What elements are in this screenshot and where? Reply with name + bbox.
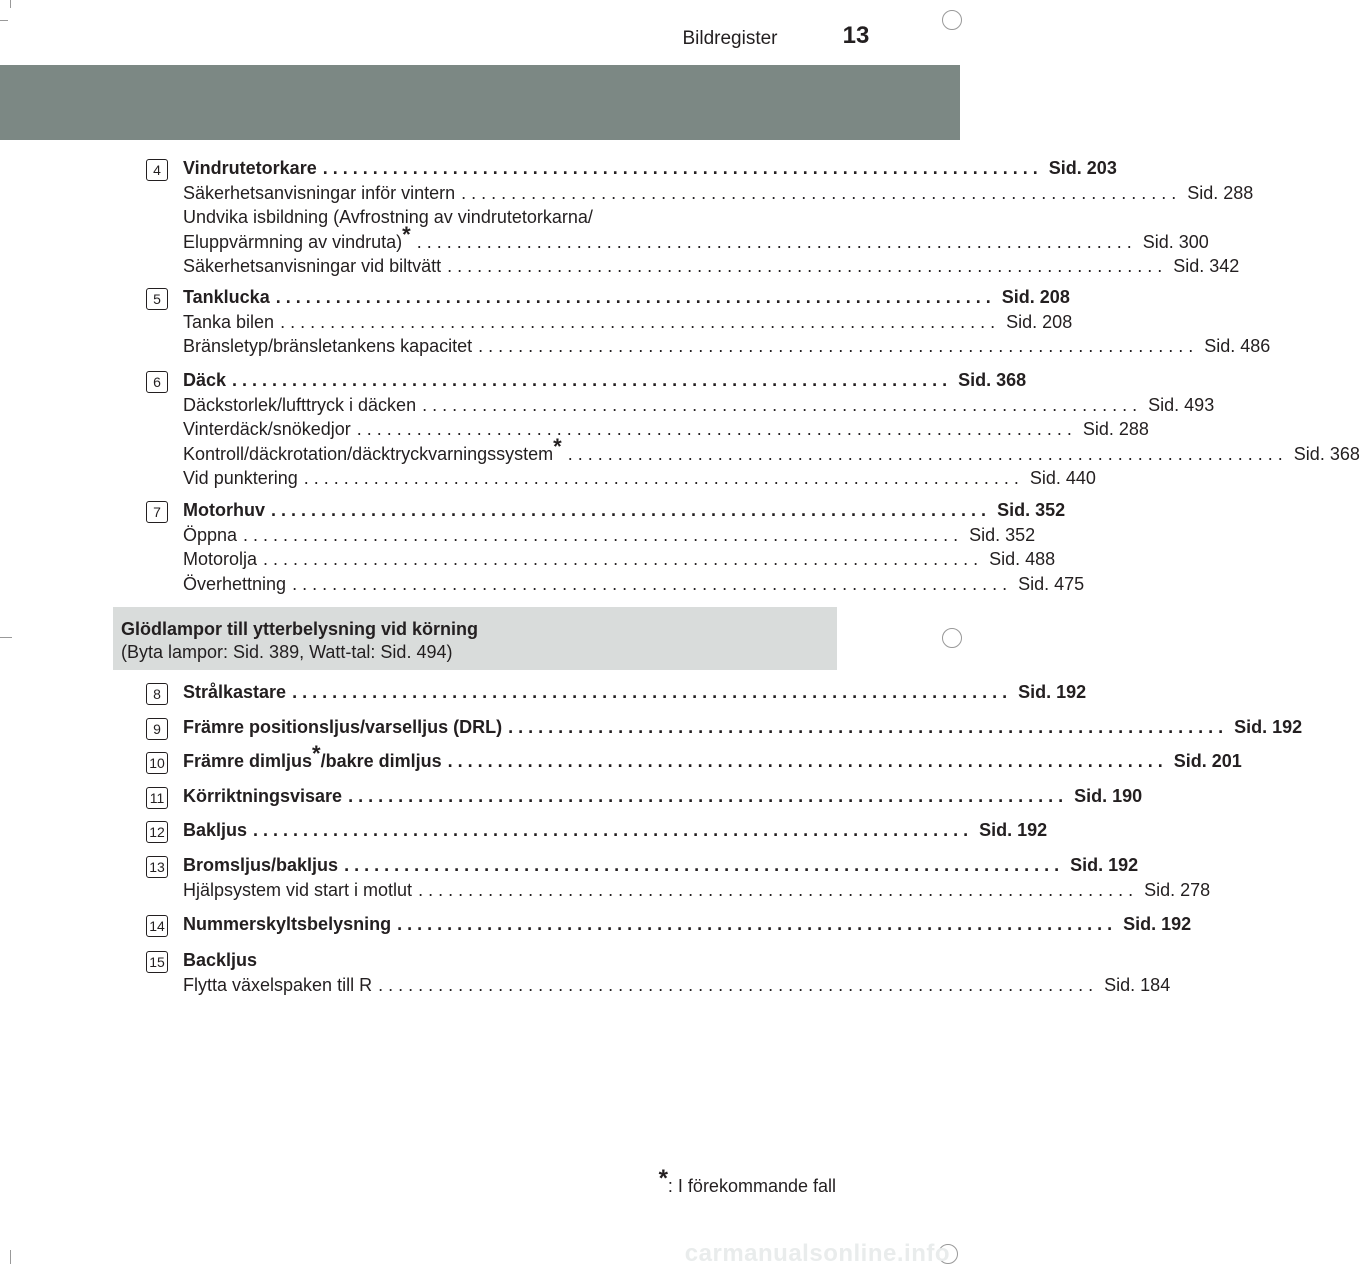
dot-leader: ........................................................................: [322, 158, 1043, 178]
entry-label: [183, 500, 265, 521]
entry-number-badge: 7: [146, 501, 168, 523]
entry-label-text: Säkerhetsanvisningar vid biltvätt: [183, 256, 442, 276]
page-reference[interactable]: Sid. 288: [1187, 182, 1254, 203]
entry-label: [183, 370, 226, 391]
header-band: [0, 65, 960, 140]
entry-heading[interactable]: [183, 717, 1303, 741]
dot-leader: ........................................................................: [567, 443, 1288, 464]
entry-label-text: Däck: [183, 370, 227, 390]
footnote-star-marker: *: [312, 741, 321, 766]
dot-leader: ........................................................................: [508, 717, 1229, 737]
entry-label: [183, 574, 286, 595]
entry-heading[interactable]: [183, 786, 1143, 810]
entry-label: [183, 950, 257, 971]
entry-label: [183, 855, 338, 876]
crop-mark: [10, 0, 11, 8]
page-reference[interactable]: Sid. 342: [1173, 256, 1240, 276]
entry-label: [183, 914, 391, 935]
entry-label-text: Bromsljus/bakljus: [183, 855, 339, 875]
page-header-title: Bildregister: [682, 28, 778, 49]
page-reference[interactable]: Sid. 192: [1123, 914, 1192, 934]
entry-label: [183, 287, 270, 308]
entry-label: [183, 975, 372, 996]
entry-subitem[interactable]: [183, 433, 1360, 468]
dot-leader: ........................................................................: [397, 914, 1118, 934]
dot-leader: ........................................................................: [478, 336, 1199, 356]
entry-label-text: Vindrutetorkare: [183, 158, 317, 178]
entry-subitem[interactable]: [183, 975, 1171, 999]
page-reference[interactable]: Sid. 493: [1148, 394, 1215, 415]
footnote-star-marker: *: [553, 433, 562, 459]
entry-subitem[interactable]: [183, 880, 1211, 904]
entry-label-text: Främre positionsljus/varselljus (DRL): [183, 717, 503, 737]
entry-number-badge: 9: [146, 718, 168, 740]
entry-label: [183, 336, 472, 357]
entry-number-badge: 5: [146, 288, 168, 310]
dot-leader: ........................................................................: [461, 182, 1182, 203]
page-reference[interactable]: Sid. 192: [1018, 682, 1087, 702]
entry-number-badge: 4: [146, 159, 168, 181]
entry-subitem[interactable]: [183, 221, 1209, 256]
entry-label-text: Kontroll/däckrotation/däcktryckvarningssystem: [183, 443, 554, 464]
footnote-text: : I förekommande fall: [667, 1176, 836, 1196]
entry-label: [183, 158, 317, 179]
entry-label: [183, 433, 562, 465]
page-reference[interactable]: Sid. 368: [958, 370, 1027, 390]
dot-leader: ........................................................................: [275, 287, 996, 307]
dot-leader: ........................................................................: [348, 786, 1069, 806]
page-reference[interactable]: Sid. 208: [1001, 287, 1070, 307]
footnote-star-marker: *: [402, 221, 411, 247]
entry-label: [183, 468, 298, 489]
entry-label: [183, 741, 442, 772]
entry-subitem[interactable]: [183, 468, 1096, 492]
entry-number-badge: 8: [146, 683, 168, 705]
entry-label: [183, 256, 441, 277]
entry-subitem[interactable]: [183, 336, 1271, 360]
page-reference[interactable]: Sid. 488: [989, 549, 1056, 569]
page-reference[interactable]: Sid. 190: [1074, 786, 1143, 806]
page-number: 13: [842, 22, 870, 49]
dot-leader: ........................................................................: [280, 311, 1001, 332]
page-reference[interactable]: Sid. 352: [969, 524, 1036, 545]
dot-leader: ........................................................................: [303, 468, 1024, 488]
entry-label-text: Backljus: [183, 950, 258, 970]
entry-subitem[interactable]: [183, 394, 1215, 419]
dot-leader: ........................................................................: [378, 975, 1099, 995]
entry-label: [183, 717, 502, 738]
dot-leader: ........................................................................: [253, 820, 974, 840]
dot-leader: ........................................................................: [416, 231, 1137, 252]
entry-label-text: Främre dimljus: [183, 751, 313, 771]
entry-heading[interactable]: [183, 682, 1087, 706]
entry-label-text: Vinterdäck/snökedjor: [183, 419, 351, 439]
entry-label: [183, 183, 455, 204]
entry-label: [183, 207, 593, 228]
dot-leader: ........................................................................: [356, 419, 1077, 439]
entry-label-text: Bakljus: [183, 820, 248, 840]
entry-subitem[interactable]: [183, 207, 801, 231]
entry-label-text: Bränsletyp/bränsletankens kapacitet: [183, 336, 473, 356]
entry-number-badge: 6: [146, 371, 168, 393]
entry-heading[interactable]: [183, 158, 1117, 182]
entry-label-text: Hjälpsystem vid start i motlut: [183, 880, 413, 900]
page-reference[interactable]: Sid. 192: [979, 820, 1048, 840]
section-subtitle: (Byta lampor: Sid. 389, Watt-tal: Sid. 494): [121, 642, 453, 662]
entry-number-badge: 12: [146, 821, 168, 843]
entry-heading[interactable]: [183, 741, 1242, 775]
entry-label-text: Nummerskyltsbelysning: [183, 914, 392, 934]
entry-subitem[interactable]: [183, 311, 1073, 336]
entry-label: [183, 549, 257, 570]
footnote-star: *: [658, 1165, 668, 1192]
entry-heading[interactable]: [183, 950, 801, 974]
page-reference[interactable]: Sid. 288: [1082, 419, 1149, 439]
section-box: [113, 607, 837, 670]
entry-label: [183, 419, 351, 440]
entry-subitem[interactable]: [183, 182, 1254, 207]
entry-label-text: Tanklucka: [183, 287, 270, 307]
crop-circle-mark: [942, 10, 962, 30]
dot-leader: ........................................................................: [292, 573, 1013, 594]
entry-subitem[interactable]: [183, 549, 1056, 573]
entry-label: [183, 682, 286, 703]
page-reference[interactable]: Sid. 208: [1006, 311, 1073, 332]
page-reference[interactable]: Sid. 300: [1142, 231, 1209, 252]
entry-subitem[interactable]: [183, 419, 1149, 443]
dot-leader: ........................................................................: [292, 682, 1013, 702]
entry-label-text: Motorolja: [183, 549, 258, 569]
entry-label-text: Vid punktering: [183, 468, 298, 488]
entry-label: [183, 820, 247, 841]
dot-leader: ........................................................................: [243, 524, 964, 545]
entry-heading[interactable]: [183, 820, 1048, 844]
entry-label-text: Flytta växelspaken till R: [183, 975, 373, 995]
dot-leader: ........................................................................: [263, 549, 984, 569]
page-reference[interactable]: Sid. 368: [1293, 443, 1360, 464]
page-reference[interactable]: Sid. 352: [997, 500, 1066, 520]
entry-label: [183, 312, 274, 333]
entry-label: [183, 525, 237, 546]
watermark: carmanualsonline.info: [684, 1240, 950, 1267]
page-reference[interactable]: Sid. 192: [1070, 855, 1139, 875]
entry-label-text: /bakre dimljus: [320, 751, 442, 771]
entry-label-text: Öppna: [183, 524, 238, 545]
entry-subitem[interactable]: [183, 256, 1240, 280]
page-reference[interactable]: Sid. 486: [1204, 336, 1271, 356]
entry-heading[interactable]: [183, 287, 1070, 311]
section-title: Glödlampor till ytterbelysning vid körning: [121, 619, 479, 639]
entry-label-text: Tanka bilen: [183, 311, 275, 332]
entry-subitem[interactable]: [183, 524, 1036, 549]
dot-leader: ........................................................................: [270, 500, 992, 520]
page-reference[interactable]: Sid. 192: [1234, 717, 1303, 737]
entry-label: [183, 786, 342, 807]
entry-number-badge: 10: [146, 752, 168, 774]
crop-mark: [10, 1250, 11, 1264]
dot-leader: ........................................................................: [418, 880, 1139, 900]
page-reference[interactable]: Sid. 475: [1018, 573, 1085, 594]
entry-label-text: Körriktningsvisare: [183, 786, 343, 806]
entry-number-badge: 13: [146, 856, 168, 878]
crop-mark: [0, 637, 12, 638]
entry-label: [183, 880, 412, 901]
crop-mark: [0, 20, 8, 21]
entry-heading[interactable]: [183, 914, 1192, 938]
crop-circle-mark: [942, 628, 962, 648]
entry-number-badge: 14: [146, 915, 168, 937]
entry-heading[interactable]: [183, 370, 1027, 394]
entry-label-text: Motorhuv: [183, 500, 265, 520]
page-reference[interactable]: Sid. 278: [1144, 880, 1211, 900]
dot-leader: ........................................................................: [422, 394, 1143, 415]
entry-label: [183, 221, 411, 253]
entry-heading[interactable]: [183, 855, 1139, 879]
page-reference[interactable]: Sid. 201: [1173, 751, 1242, 771]
entry-heading[interactable]: [183, 500, 1066, 524]
page-reference[interactable]: Sid. 203: [1048, 158, 1117, 178]
dot-leader: ........................................................................: [232, 370, 953, 390]
page-reference[interactable]: Sid. 440: [1029, 468, 1096, 488]
page-reference[interactable]: Sid. 184: [1104, 975, 1171, 995]
footnote: [560, 1165, 836, 1197]
entry-label-text: Säkerhetsanvisningar inför vintern: [183, 182, 456, 203]
dot-leader: ........................................................................: [447, 256, 1168, 276]
entry-subitem[interactable]: [183, 573, 1085, 598]
entry-label-text: Eluppvärmning av vindruta): [183, 231, 403, 252]
entry-label-text: Däckstorlek/lufttryck i däcken: [183, 394, 417, 415]
entry-label-text: Strålkastare: [183, 682, 287, 702]
entry-label: [183, 395, 416, 416]
dot-leader: ........................................................................: [447, 751, 1168, 771]
entry-number-badge: 15: [146, 951, 168, 973]
entry-number-badge: 11: [146, 787, 168, 809]
dot-leader: ........................................................................: [344, 855, 1065, 875]
entry-label-text: Undvika isbildning (Avfrostning av vindrutetorkarna/: [183, 207, 593, 227]
entry-label-text: Överhettning: [183, 573, 287, 594]
